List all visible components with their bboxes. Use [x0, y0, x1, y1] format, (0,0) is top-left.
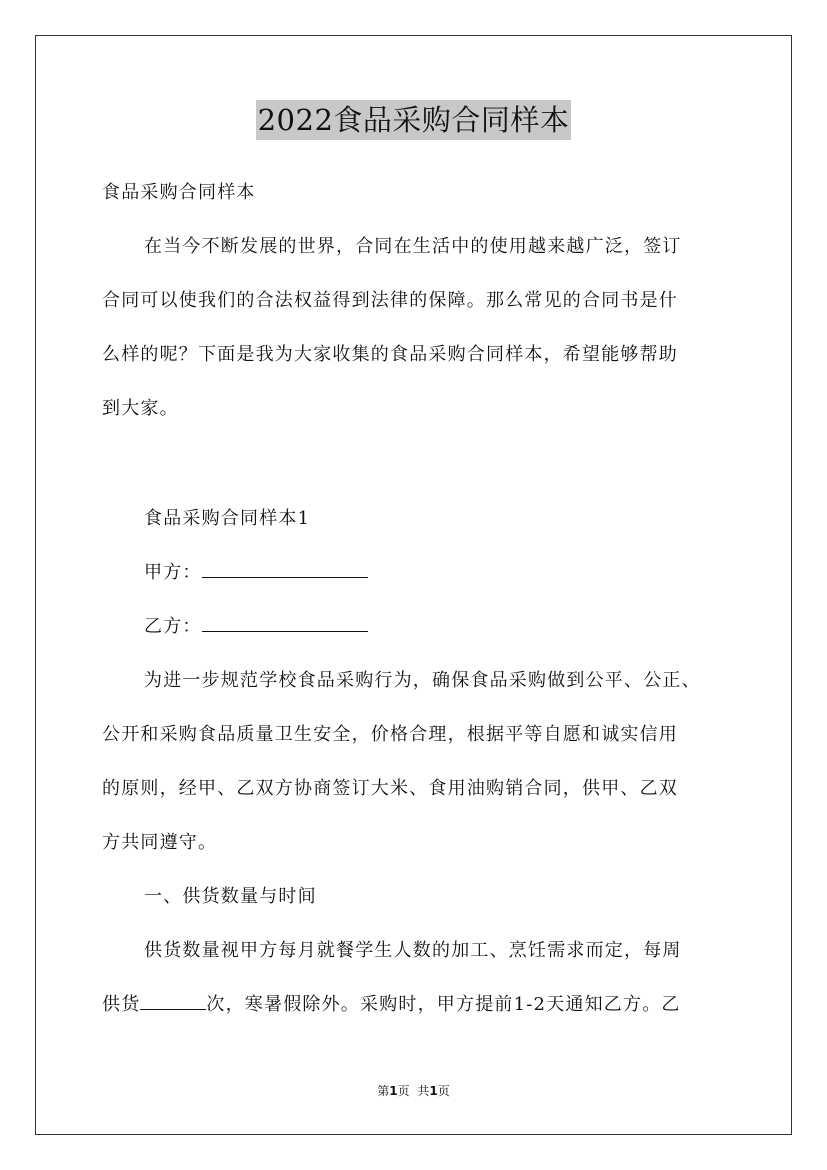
document-title: 2022食品采购合同样本: [256, 100, 572, 140]
footer-total-suffix: 页: [437, 1084, 450, 1098]
footer-total-prefix: 共: [417, 1084, 430, 1098]
party-b-line: [144, 614, 368, 640]
clause1-heading: 一、供货数量与时间: [144, 886, 317, 907]
section-title: 食品采购合同样本1: [144, 508, 311, 529]
party-a-line: [144, 560, 368, 586]
page-footer: [0, 1083, 827, 1099]
clause1-line-2-end: 次，寒暑假除外。采购时，甲方提前1-2天通知乙方。乙: [206, 994, 681, 1015]
clause1-line-1: 供货数量视甲方每月就餐学生人数的加工、烹饪需求而定，每周: [144, 940, 682, 961]
clause1-line-2: [102, 992, 681, 1018]
footer-page-suffix: 页: [397, 1084, 410, 1098]
intro-line-4: 到大家。: [102, 398, 179, 419]
footer-total-number: 1: [429, 1084, 438, 1098]
document-subtitle: 食品采购合同样本: [102, 182, 256, 203]
party-b-blank: [202, 615, 368, 632]
delivery-count-blank: [140, 993, 206, 1010]
preamble-line-2: 公开和采购食品质量卫生安全，价格合理，根据平等自愿和诚实信用: [102, 724, 678, 745]
party-a-blank: [202, 561, 368, 578]
footer-page-number: 1: [389, 1084, 398, 1098]
party-a-label: 甲方：: [144, 562, 202, 583]
clause1-line-2-start: 供货: [102, 994, 141, 1015]
preamble-line-1: 为进一步规范学校食品采购行为，确保食品采购做到公平、公正、: [144, 670, 701, 691]
party-b-label: 乙方：: [144, 616, 202, 637]
intro-line-2: 合同可以使我们的合法权益得到法律的保障。那么常见的合同书是什: [102, 290, 678, 311]
preamble-line-4: 方共同遵守。: [102, 832, 218, 853]
footer-page-prefix: 第: [377, 1084, 390, 1098]
intro-line-1: 在当今不断发展的世界，合同在生活中的使用越来越广泛，签订: [144, 236, 682, 257]
intro-line-3: 么样的呢？下面是我为大家收集的食品采购合同样本，希望能够帮助: [102, 344, 678, 365]
preamble-line-3: 的原则，经甲、乙双方协商签订大米、食用油购销合同，供甲、乙双: [102, 778, 678, 799]
title-container: [0, 100, 827, 140]
